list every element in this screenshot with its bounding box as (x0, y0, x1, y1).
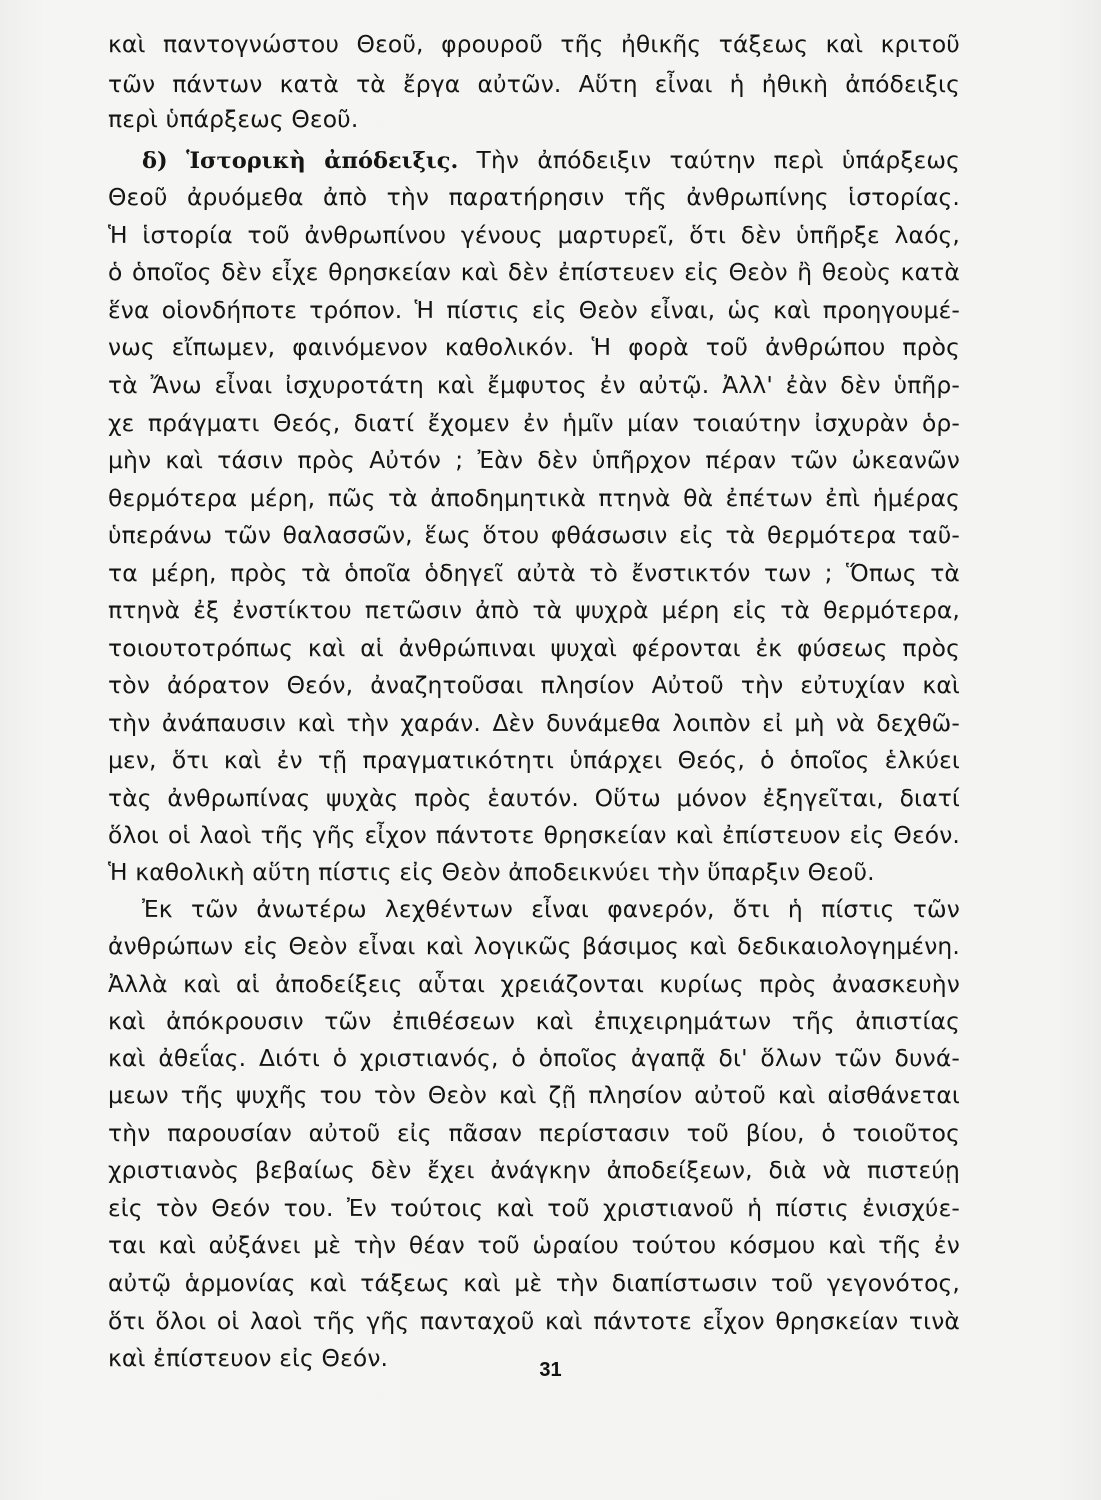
text-line-23: Ἡ καθολικὴ αὕτη πίστις εἰς Θεὸν ἀποδεικνύει τὴν ὕπαρξιν Θεοῦ. (108, 858, 875, 886)
section-heading: δ) Ἱστορικὴ ἀπόδειξις. (142, 148, 459, 174)
text-line-5: Θεοῦ ἀρυόμεθα ἀπὸ τὴν παρατήρησιν τῆς ἀνθρωπίνης ἱστορίας. (108, 183, 960, 211)
text-line-22: ὅλοι οἱ λαοὶ τῆς γῆς εἶχον πάντοτε θρησκείαν καὶ ἐπίστευον εἰς Θεόν. (108, 821, 960, 849)
text-line-27: καὶ ἀπόκρουσιν τῶν ἐπιθέσεων καὶ ἐπιχειρημάτων τῆς ἀπιστίας (108, 1007, 960, 1035)
text-line-11: χε πράγματι Θεός, διατί ἔχομεν ἐν ἡμῖν μίαν τοιαύτην ἰσχυρὰν ὁρ- (108, 409, 960, 437)
text-line-2: τῶν πάντων κατὰ τὰ ἔργα αὐτῶν. Αὕτη εἶναι ἡ ἠθικὴ ἀπόδειξις (108, 70, 960, 98)
text-line-17: τοιουτοτρόπως καὶ αἱ ἀνθρώπιναι ψυχαὶ φέρονται ἐκ φύσεως πρὸς (108, 634, 960, 662)
text-line-19: τὴν ἀνάπαυσιν καὶ τὴν χαράν. Δὲν δυνάμεθα λοιπὸν εἰ μὴ νὰ δεχθῶ- (108, 709, 960, 737)
text-line-36: καὶ ἐπίστευον εἰς Θεόν. (108, 1344, 389, 1372)
text-line-28: καὶ ἀθεΐας. Διότι ὁ χριστιανός, ὁ ὁποῖος ἀγαπᾷ δι' ὅλων τῶν δυνά- (108, 1044, 960, 1072)
page-number: 31 (539, 1359, 562, 1381)
text-line-14: ὑπεράνω τῶν θαλασσῶν, ἕως ὅτου φθάσωσιν εἰς τὰ θερμότερα ταῦ- (108, 521, 960, 549)
text-line-4: Τὴν ἀπόδειξιν ταύτην περὶ ὑπάρξεως (476, 146, 960, 174)
text-line-29: μεων τῆς ψυχῆς του τὸν Θεὸν καὶ ζῇ πλησίον αὐτοῦ καὶ αἰσθάνεται (108, 1081, 960, 1109)
text-line-15: τα μέρη, πρὸς τὰ ὁποῖα ὁδηγεῖ αὐτὰ τὸ ἔνστικτόν των ; Ὅπως τὰ (108, 559, 960, 587)
text-line-34: αὐτῷ ἁρμονίας καὶ τάξεως καὶ μὲ τὴν διαπίστωσιν τοῦ γεγονότος, (108, 1269, 960, 1297)
text-line-12: μὴν καὶ τάσιν πρὸς Αὐτόν ; Ἐὰν δὲν ὑπῆρχον πέραν τῶν ὠκεανῶν (108, 446, 960, 474)
text-line-33: ται καὶ αὐξάνει μὲ τὴν θέαν τοῦ ὡραίου τούτου κόσμου καὶ τῆς ἐν (108, 1231, 960, 1259)
text-line-30: τὴν παρουσίαν αὐτοῦ εἰς πᾶσαν περίστασιν τοῦ βίου, ὁ τοιοῦτος (108, 1119, 960, 1147)
text-line-21: τὰς ἀνθρωπίνας ψυχὰς πρὸς ἑαυτόν. Οὕτω μόνον ἐξηγεῖται, διατί (108, 784, 960, 812)
text-line-16: πτηνὰ ἐξ ἐνστίκτου πετῶσιν ἀπὸ τὰ ψυχρὰ μέρη εἰς τὰ θερμότερα, (108, 596, 960, 624)
text-line-13: θερμότερα μέρη, πῶς τὰ ἀποδημητικὰ πτηνὰ θὰ ἐπέτων ἐπὶ ἡμέρας (108, 484, 960, 512)
text-line-20: μεν, ὅτι καὶ ἐν τῇ πραγματικότητι ὑπάρχει Θεός, ὁ ὁποῖος ἑλκύει (108, 746, 960, 774)
text-line-1: καὶ παντογνώστου Θεοῦ, φρουροῦ τῆς ἠθικῆς τάξεως καὶ κριτοῦ (108, 30, 960, 58)
text-line-35: ὅτι ὅλοι οἱ λαοὶ τῆς γῆς πανταχοῦ καὶ πάντοτε εἶχον θρησκείαν τινὰ (108, 1307, 960, 1335)
text-line-18: τὸν ἀόρατον Θεόν, ἀναζητοῦσαι πλησίον Αὐτοῦ τὴν εὐτυχίαν καὶ (108, 671, 960, 699)
text-line-26: Ἀλλὰ καὶ αἱ ἀποδείξεις αὗται χρειάζονται κυρίως πρὸς ἀνασκευὴν (108, 970, 960, 998)
text-line-31: χριστιανὸς βεβαίως δὲν ἔχει ἀνάγκην ἀποδείξεων, διὰ νὰ πιστεύῃ (108, 1156, 960, 1184)
text-line-7: ὁ ὁποῖος δὲν εἶχε θρησκείαν καὶ δὲν ἐπίστευεν εἰς Θεὸν ἢ θεοὺς κατὰ (108, 258, 960, 286)
text-line-9: νως εἴπωμεν, φαινόμενον καθολικόν. Ἡ φορὰ τοῦ ἀνθρώπου πρὸς (108, 333, 960, 361)
text-line-10: τὰ Ἄνω εἶναι ἰσχυροτάτη καὶ ἔμφυτος ἐν αὐτῷ. Ἀλλ' ἐὰν δὲν ὑπῆρ- (108, 371, 960, 399)
text-line-32: εἰς τὸν Θεόν του. Ἐν τούτοις καὶ τοῦ χριστιανοῦ ἡ πίστις ἐνισχύε- (108, 1194, 960, 1222)
text-line-3: περὶ ὑπάρξεως Θεοῦ. (108, 105, 359, 133)
section-heading-line (142, 140, 960, 180)
text-line-6: Ἡ ἱστορία τοῦ ἀνθρωπίνου γένους μαρτυρεῖ, ὅτι δὲν ὑπῆρξε λαός, (108, 221, 960, 249)
text-line-25: ἀνθρώπων εἰς Θεὸν εἶναι καὶ λογικῶς βάσιμος καὶ δεδικαιολογημένη. (108, 932, 960, 960)
text-line-24: Ἐκ τῶν ἀνωτέρω λεχθέντων εἶναι φανερόν, ὅτι ἡ πίστις τῶν (142, 895, 960, 923)
text-line-8: ἕνα οἱονδήποτε τρόπον. Ἡ πίστις εἰς Θεὸν εἶναι, ὡς καὶ προηγουμέ- (108, 296, 960, 324)
